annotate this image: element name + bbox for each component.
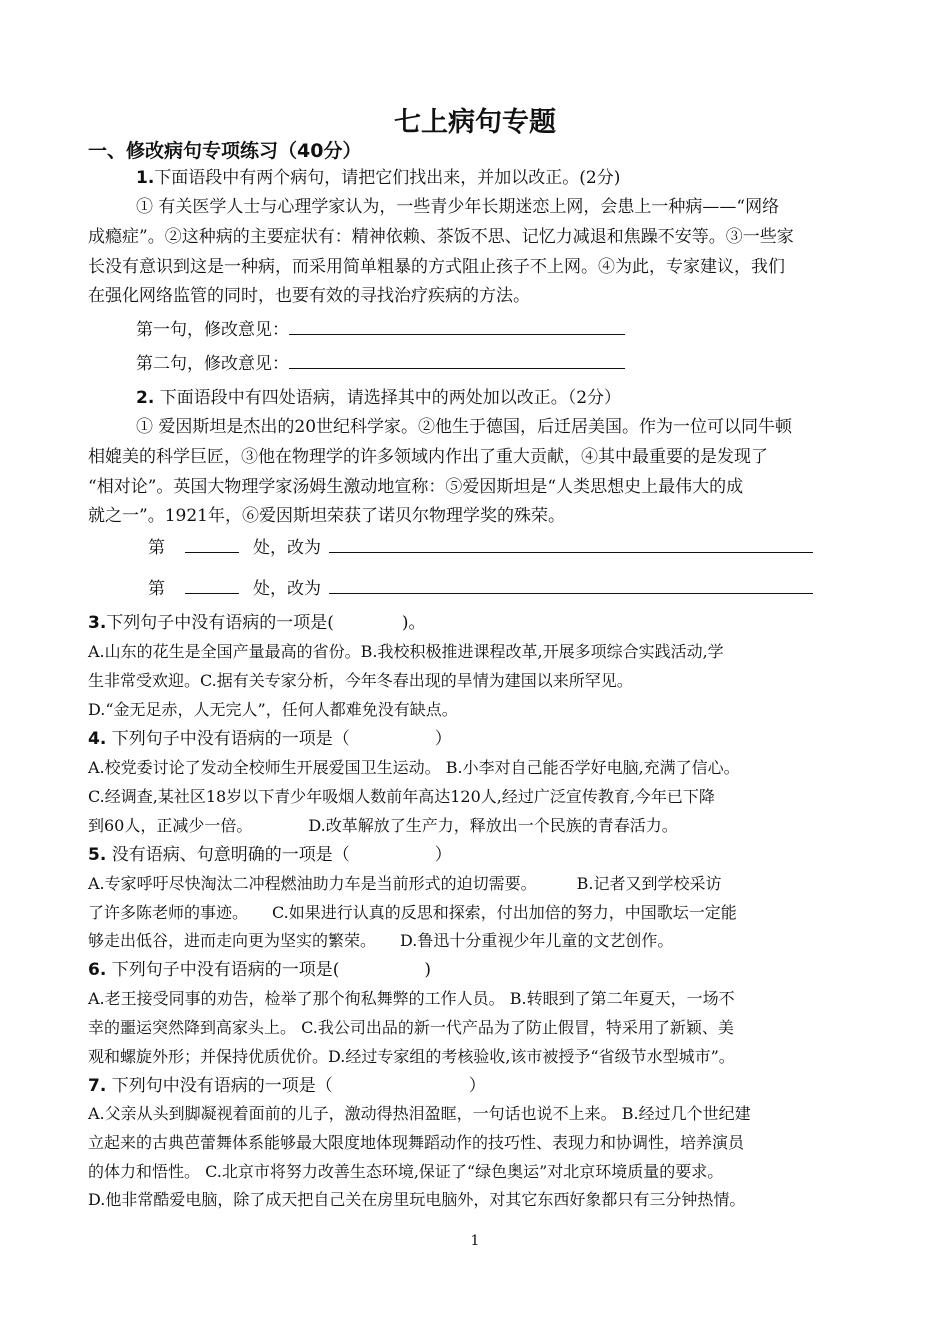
option-line: 立起来的古典芭蕾舞体系能够最大限度地体现舞蹈动作的技巧性、表现力和协调性，培养演员 (88, 1133, 745, 1152)
answer-line-2: 第二句，修改意见： (136, 350, 920, 375)
fill-line-1: 第 处，改为 (148, 534, 932, 559)
question-2-stem: 2. 下面语段中有四处语病，请选择其中的两处加以改正。（2分） (136, 388, 622, 408)
question-number: 7. (88, 1076, 107, 1096)
question-4-stem: 4. 下列句子中没有语病的一项是（ ） (88, 729, 452, 749)
answer-blank[interactable] (185, 575, 239, 594)
question-6-stem: 6. 下列句子中没有语病的一项是( ) (88, 960, 431, 980)
answer-blank[interactable] (329, 575, 813, 594)
option-line: 幸的噩运突然降到高家头上。 C.我公司出品的新一代产品为了防止假冒，特采用了新颖、美 (88, 1018, 734, 1037)
answer-blank[interactable] (289, 350, 625, 369)
question-number: 3. (88, 613, 107, 633)
option-line: A.父亲从头到脚凝视着面前的儿子，激动得热泪盈眶，一句话也说不上来。 B.经过几个世纪建 (88, 1104, 751, 1123)
option-line: D.“金无足赤，人无完人”，任何人都难免没有缺点。 (88, 700, 458, 719)
fill-line-2: 第 处，改为 (148, 575, 932, 600)
passage-line: ① 爱因斯坦是杰出的20世纪科学家。②他生于德国，后迁居美国。作为一位可以同牛顿 (136, 417, 793, 437)
option-line: 够走出低谷，进而走向更为坚实的繁荣。 D.鲁迅十分重视少年儿童的文艺创作。 (88, 931, 674, 950)
option-line: D.他非常酷爱电脑，除了成天把自己关在房里玩电脑外，对其它东西好象都只有三分钟热情。 (88, 1190, 746, 1209)
option-line: A.校党委讨论了发动全校师生开展爱国卫生运动。 B.小李对自己能否学好电脑,充满了信心。 (88, 758, 740, 777)
option-line: A.山东的花生是全国产量最高的省份。B.我校积极推进课程改革,开展多项综合实践活动,学 (88, 642, 724, 661)
option-line: A.专家呼吁尽快淘汰二冲程燃油助力车是当前形式的迫切需要。 B.记者又到学校采访 (88, 874, 722, 893)
passage-line: 长没有意识到这是一种病，而采用简单粗暴的方式阻止孩子不上网。④为此，专家建议，我们 (88, 257, 785, 277)
passage-line: “相对论”。英国大物理学家汤姆生激动地宣称：⑤爱因斯坦是“人类思想史上最伟大的成 (88, 477, 744, 497)
question-number: 6. (88, 960, 107, 980)
option-line: 观和螺旋外形；并保持优质优价。D.经过专家组的考核验收,该市被授予“省级节水型城市”。 (88, 1047, 735, 1066)
passage-line: 成瘾症”。②这种病的主要症状有：精神依赖、茶饭不思、记忆力减退和焦躁不安等。③一些家 (88, 227, 794, 247)
question-3-stem: 3.下列句子中没有语病的一项是( )。 (88, 613, 426, 633)
option-line: 了许多陈老师的事迹。 C.如果进行认真的反思和探索，付出加倍的努力，中国歌坛一定能 (88, 903, 737, 922)
section-heading: 一、修改病句专项练习（40分） (88, 140, 362, 162)
question-7-stem: 7. 下列句中没有语病的一项是（ ） (88, 1076, 486, 1096)
page-number: 1 (470, 1233, 480, 1249)
passage-line: ① 有关医学人士与心理学家认为，一些青少年长期迷恋上网，会患上一种病——“网络 (136, 197, 780, 217)
answer-blank[interactable] (329, 534, 813, 553)
question-number: 4. (88, 729, 107, 749)
question-number: 1. (136, 168, 155, 188)
option-line: 到60人，正减少一倍。 D.改革解放了生产力，释放出一个民族的青春活力。 (88, 816, 678, 835)
passage-line: 在强化网络监管的同时，也要有效的寻找治疗疾病的方法。 (88, 286, 530, 306)
question-5-stem: 5. 没有语病、句意明确的一项是（ ） (88, 845, 452, 865)
option-line: 的体力和悟性。 C.北京市将努力改善生态环境,保证了“绿色奥运”对北京环境质量的要求。 (88, 1162, 724, 1181)
answer-line-1: 第一句，修改意见： (136, 316, 920, 341)
answer-blank[interactable] (289, 316, 625, 335)
question-number: 5. (88, 845, 107, 865)
option-line: C.经调查,某社区18岁以下青少年吸烟人数前年高达120人,经过广泛宣传教育,今年已下降 (88, 787, 715, 806)
passage-line: 相媲美的科学巨匠，③他在物理学的许多领域内作出了重大贡献，④其中最重要的是发现了 (88, 447, 768, 467)
answer-blank[interactable] (185, 534, 239, 553)
document-title: 七上病句专题 (394, 107, 556, 138)
option-line: 生非常受欢迎。C.据有关专家分析，今年冬春出现的旱情为建国以来所罕见。 (88, 671, 633, 690)
passage-line: 就之一”。1921年，⑥爱因斯坦荣获了诺贝尔物理学奖的殊荣。 (88, 506, 565, 526)
question-1-stem: 1.下面语段中有两个病句，请把它们找出来，并加以改正。(2分) (136, 168, 621, 188)
question-number: 2. (136, 388, 155, 408)
option-line: A.老王接受同事的劝告，检举了那个徇私舞弊的工作人员。 B.转眼到了第二年夏天，一场不 (88, 989, 735, 1008)
